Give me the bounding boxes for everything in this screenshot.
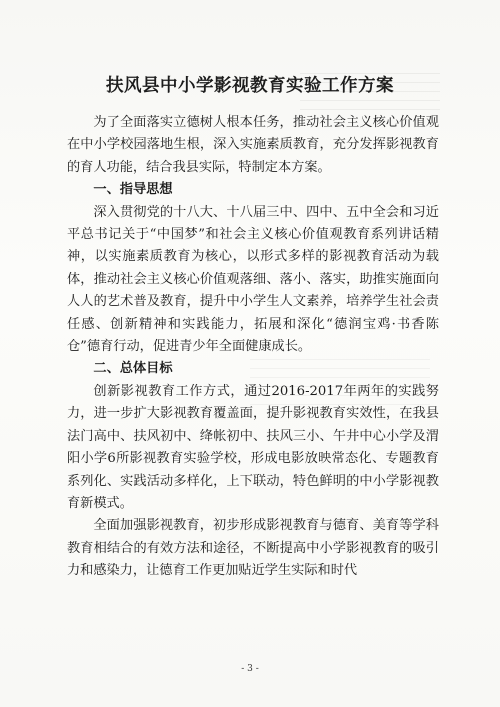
section-heading-overall-goals: 二、总体目标 [93,361,173,377]
page-number: - 3 - [241,664,259,674]
intro-paragraph: 为了全面落实立德树人根本任务，推动社会主义核心价值观在中小学校园落地生根，深入实施素质教育，充分发挥影视教育的育人功能，结合我县实际，特制定本方案。 [67,115,439,175]
document-body [67,112,439,583]
section-heading-guiding-ideology: 一、指导思想 [93,182,173,198]
guiding-ideology-paragraph: 深入贯彻党的十八大、十八届三中、四中、五中全会和习近平总书记关于“中国梦”和社会主义核心价值观教育系列讲话精神，以实施素质教育为核心，以形式多样的影视教育活动为载体，推动社会主义核心价值观落细、落小、落实，助推实施面向人人的艺术普及教育，提升中小学生人文素养，培养学生社会责任感、创新精神和实践能力，拓展和深化“德润宝鸡·书香陈仓”德育行动，促进青少年全面健康成长。 [67,204,439,355]
overall-goals-paragraph-1: 创新影视教育工作方式，通过2016-2017年两年的实践努力，进一步扩大影视教育覆盖面，提升影视教育实效性，在我县法门高中、扶风初中、绛帐初中、扶风三小、午井中心小学及渭阳小学6所影视教育实验学校，形成电影放映常态化、专题教育系列化、实践活动多样化，上下联动，特色鲜明的中小学影视教育新模式。 [67,383,439,511]
overall-goals-paragraph-2: 全面加强影视教育，初步形成影视教育与德育、美育等学科教育相结合的有效方法和途径，不断提高中小学影视教育的吸引力和感染力，让德育工作更加贴近学生实际和时代 [67,518,439,579]
document-title: 扶风县中小学影视教育实验工作方案 [106,76,394,96]
